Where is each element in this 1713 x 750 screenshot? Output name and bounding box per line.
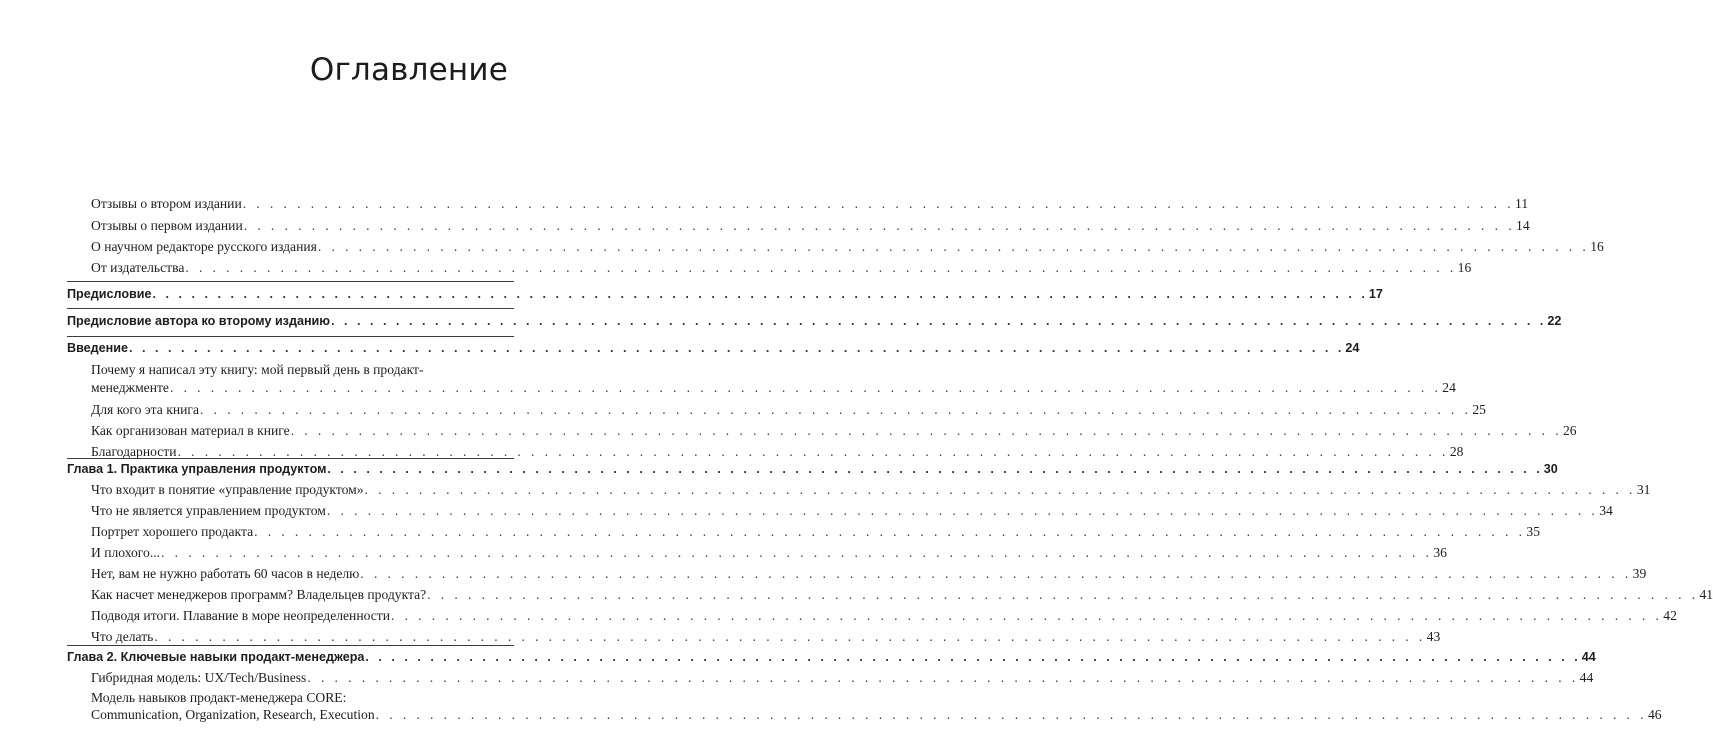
leader-dots: . . . . . . . . . . . . . . . . . . . . . . . . . . . . . . . . . . . . . . . . . . . . . . . . . . . . . . . . . . . . . . . . . . . . . . . . . . . . . . . . . . . . . . . . . . . . . .: [375, 707, 1647, 722]
toc-entry-title: От издательства: [91, 260, 185, 275]
toc-entry-title: И плохого...: [91, 545, 161, 560]
leader-dots: . . . . . . . . . . . . . . . . . . . . . . . . . . . . . . . . . . . . . . . . . . . . . . . . . . . . . . . . . . . . . . . . . . . . . . . . . . . . . . . . . . . . . . . . . . . . . .: [327, 462, 1543, 476]
toc-entry[interactable]: [91, 239, 1604, 255]
section-divider: [67, 458, 514, 459]
toc-entry-title: менеджменте: [91, 380, 169, 395]
toc-section-title: Предисловие: [67, 287, 152, 301]
toc-entry[interactable]: [91, 260, 1472, 276]
toc-section-preface[interactable]: [67, 287, 1383, 301]
toc-entry[interactable]: [91, 545, 1447, 561]
leader-dots: . . . . . . . . . . . . . . . . . . . . . . . . . . . . . . . . . . . . . . . . . . . . . . . . . . . . . . . . . . . . . . . . . . . . . . . . . . . . . . . . . . . . . . . . . . . . . .: [177, 444, 1449, 459]
toc-entry[interactable]: [91, 629, 1441, 645]
toc-entry-title: Как насчет менеджеров программ? Владельцев продукта?: [91, 587, 427, 602]
toc-entry-title: Для кого эта книга: [91, 402, 199, 417]
toc-entry-title: Communication, Organization, Research, Execution: [91, 707, 375, 722]
toc-chapter-page: 44: [1581, 650, 1596, 664]
toc-entry-page: 42: [1663, 608, 1677, 623]
toc-entry-page: 31: [1636, 482, 1651, 497]
toc-entry-page: 28: [1449, 444, 1464, 459]
toc-entry-page: 14: [1516, 218, 1530, 233]
toc-section-intro[interactable]: [67, 341, 1360, 355]
toc-section-preface-second[interactable]: [67, 314, 1562, 328]
toc-entry[interactable]: [91, 707, 1662, 723]
leader-dots: . . . . . . . . . . . . . . . . . . . . . . . . . . . . . . . . . . . . . . . . . . . . . . . . . . . . . . . . . . . . . . . . . . . . . . . . . . . . . . . . . . . . . . . . . . . . . .: [200, 402, 1472, 417]
toc-entry[interactable]: [91, 482, 1651, 498]
toc-entry[interactable]: [91, 402, 1486, 418]
toc-entry-title: Подводя итоги. Плавание в море неопределенности: [91, 608, 390, 623]
section-divider: [67, 281, 514, 282]
toc-entry[interactable]: [91, 587, 1713, 603]
leader-dots: . . . . . . . . . . . . . . . . . . . . . . . . . . . . . . . . . . . . . . . . . . . . . . . . . . . . . . . . . . . . . . . . . . . . . . . . . . . . . . . . . . . . . . . . . . . . . .: [161, 545, 1433, 560]
toc-chapter-page: 30: [1543, 462, 1558, 476]
leader-dots: . . . . . . . . . . . . . . . . . . . . . . . . . . . . . . . . . . . . . . . . . . . . . . . . . . . . . . . . . . . . . . . . . . . . . . . . . . . . . . . . . . . . . . . . . . . . . .: [360, 566, 1632, 581]
toc-entry-page: 46: [1647, 707, 1662, 722]
section-divider: [67, 336, 514, 337]
toc-entry-title: Гибридная модель: UX/Tech/Business: [91, 670, 307, 685]
toc-entry-title: Нет, вам не нужно работать 60 часов в неделю: [91, 566, 360, 581]
toc-entry-page: 16: [1457, 260, 1472, 275]
leader-dots: . . . . . . . . . . . . . . . . . . . . . . . . . . . . . . . . . . . . . . . . . . . . . . . . . . . . . . . . . . . . . . . . . . . . . . . . . . . . . . . . . . . . . . . . . . . . . .: [185, 260, 1457, 275]
toc-entry-first-line: Почему я написал эту книгу: мой первый день в продакт-: [91, 362, 424, 377]
leader-dots: . . . . . . . . . . . . . . . . . . . . . . . . . . . . . . . . . . . . . . . . . . . . . . . . . . . . . . . . . . . . . . . . . . . . . . . . . . . . . . . . . . . . . . . . . . . . . .: [152, 287, 1368, 301]
toc-entry[interactable]: [91, 380, 1456, 396]
section-divider: [67, 308, 514, 309]
toc-chapter-title: Глава 2. Ключевые навыки продакт-менеджера: [67, 650, 365, 664]
leader-dots: . . . . . . . . . . . . . . . . . . . . . . . . . . . . . . . . . . . . . . . . . . . . . . . . . . . . . . . . . . . . . . . . . . . . . . . . . . . . . . . . . . . . . . . . . . . . . .: [290, 423, 1562, 438]
toc-entry[interactable]: [91, 608, 1677, 624]
section-divider: [67, 645, 514, 646]
toc-entry[interactable]: [91, 218, 1530, 234]
leader-dots: . . . . . . . . . . . . . . . . . . . . . . . . . . . . . . . . . . . . . . . . . . . . . . . . . . . . . . . . . . . . . . . . . . . . . . . . . . . . . . . . . . . . . . . . . . . . . .: [242, 196, 1515, 211]
toc-entry[interactable]: [91, 524, 1541, 540]
leader-dots: . . . . . . . . . . . . . . . . . . . . . . . . . . . . . . . . . . . . . . . . . . . . . . . . . . . . . . . . . . . . . . . . . . . . . . . . . . . . . . . . . . . . . . . . . . . . . .: [254, 524, 1526, 539]
toc-entry-first-line: Модель навыков продакт-менеджера CORE:: [91, 690, 347, 705]
toc-entry-page: 44: [1579, 670, 1594, 685]
toc-entry-page: 26: [1563, 423, 1577, 438]
toc-entry-title: Как организован материал в книге: [91, 423, 290, 438]
toc-entry-title: Благодарности: [91, 444, 177, 459]
toc-entry[interactable]: [91, 196, 1529, 212]
leader-dots: . . . . . . . . . . . . . . . . . . . . . . . . . . . . . . . . . . . . . . . . . . . . . . . . . . . . . . . . . . . . . . . . . . . . . . . . . . . . . . . . . . . . . . . . . . . . . .: [364, 482, 1636, 497]
toc-section-page: 22: [1547, 314, 1562, 328]
toc-section-title: Введение: [67, 341, 129, 355]
leader-dots: . . . . . . . . . . . . . . . . . . . . . . . . . . . . . . . . . . . . . . . . . . . . . . . . . . . . . . . . . . . . . . . . . . . . . . . . . . . . . . . . . . . . . . . . . . . . . .: [129, 341, 1345, 355]
toc-chapter-1[interactable]: [67, 462, 1558, 476]
toc-entry-title: О научном редакторе русского издания: [91, 239, 317, 254]
toc-entry-page: 25: [1472, 402, 1486, 417]
toc-entry-title: Что входит в понятие «управление продуктом»: [91, 482, 364, 497]
toc-entry-page: 43: [1426, 629, 1441, 644]
toc-entry-title: Портрет хорошего продакта: [91, 524, 254, 539]
page-title: Оглавление: [309, 52, 508, 88]
leader-dots: . . . . . . . . . . . . . . . . . . . . . . . . . . . . . . . . . . . . . . . . . . . . . . . . . . . . . . . . . . . . . . . . . . . . . . . . . . . . . . . . . . . . . . . . . . . . . .: [169, 380, 1442, 395]
leader-dots: . . . . . . . . . . . . . . . . . . . . . . . . . . . . . . . . . . . . . . . . . . . . . . . . . . . . . . . . . . . . . . . . . . . . . . . . . . . . . . . . . . . . . . . . . . . . . .: [243, 218, 1516, 233]
leader-dots: . . . . . . . . . . . . . . . . . . . . . . . . . . . . . . . . . . . . . . . . . . . . . . . . . . . . . . . . . . . . . . . . . . . . . . . . . . . . . . . . . . . . . . . . . . . . . .: [365, 650, 1581, 664]
toc-section-title: Предисловие автора ко второму изданию: [67, 314, 331, 328]
toc-chapter-2[interactable]: [67, 650, 1596, 664]
toc-entry-title: Отзывы о первом издании: [91, 218, 243, 233]
toc-entry[interactable]: [91, 423, 1577, 439]
toc-section-page: 17: [1368, 287, 1383, 301]
leader-dots: . . . . . . . . . . . . . . . . . . . . . . . . . . . . . . . . . . . . . . . . . . . . . . . . . . . . . . . . . . . . . . . . . . . . . . . . . . . . . . . . . . . . . . . . . . . . . .: [154, 629, 1426, 644]
toc-chapter-title: Глава 1. Практика управления продуктом: [67, 462, 327, 476]
toc-entry-page: 35: [1526, 524, 1541, 539]
toc-entry-title: Что делать: [91, 629, 154, 644]
leader-dots: . . . . . . . . . . . . . . . . . . . . . . . . . . . . . . . . . . . . . . . . . . . . . . . . . . . . . . . . . . . . . . . . . . . . . . . . . . . . . . . . . . . . . . . . . . . . . .: [331, 314, 1547, 328]
toc-entry-page: 36: [1433, 545, 1447, 560]
toc-entry-page: 34: [1599, 503, 1613, 518]
toc-entry-page: 41: [1699, 587, 1713, 602]
toc-entry-title: Отзывы о втором издании: [91, 196, 242, 211]
toc-entry-page: 16: [1590, 239, 1604, 254]
toc-entry-page: 24: [1442, 380, 1456, 395]
toc-entry-title: Что не является управлением продуктом: [91, 503, 326, 518]
toc-entry[interactable]: [91, 503, 1613, 519]
toc-entry[interactable]: [91, 670, 1594, 686]
leader-dots: . . . . . . . . . . . . . . . . . . . . . . . . . . . . . . . . . . . . . . . . . . . . . . . . . . . . . . . . . . . . . . . . . . . . . . . . . . . . . . . . . . . . . . . . . . . . . .: [390, 608, 1663, 623]
toc-section-page: 24: [1345, 341, 1360, 355]
leader-dots: . . . . . . . . . . . . . . . . . . . . . . . . . . . . . . . . . . . . . . . . . . . . . . . . . . . . . . . . . . . . . . . . . . . . . . . . . . . . . . . . . . . . . . . . . . . . . .: [326, 503, 1599, 518]
leader-dots: . . . . . . . . . . . . . . . . . . . . . . . . . . . . . . . . . . . . . . . . . . . . . . . . . . . . . . . . . . . . . . . . . . . . . . . . . . . . . . . . . . . . . . . . . . . . . .: [307, 670, 1579, 685]
toc-entry[interactable]: [91, 566, 1647, 582]
leader-dots: . . . . . . . . . . . . . . . . . . . . . . . . . . . . . . . . . . . . . . . . . . . . . . . . . . . . . . . . . . . . . . . . . . . . . . . . . . . . . . . . . . . . . . . . . . . . . .: [317, 239, 1590, 254]
leader-dots: . . . . . . . . . . . . . . . . . . . . . . . . . . . . . . . . . . . . . . . . . . . . . . . . . . . . . . . . . . . . . . . . . . . . . . . . . . . . . . . . . . . . . . . . . . . . . .: [427, 587, 1699, 602]
toc-entry-page: 39: [1632, 566, 1647, 581]
toc-entry-page: 11: [1515, 196, 1529, 211]
